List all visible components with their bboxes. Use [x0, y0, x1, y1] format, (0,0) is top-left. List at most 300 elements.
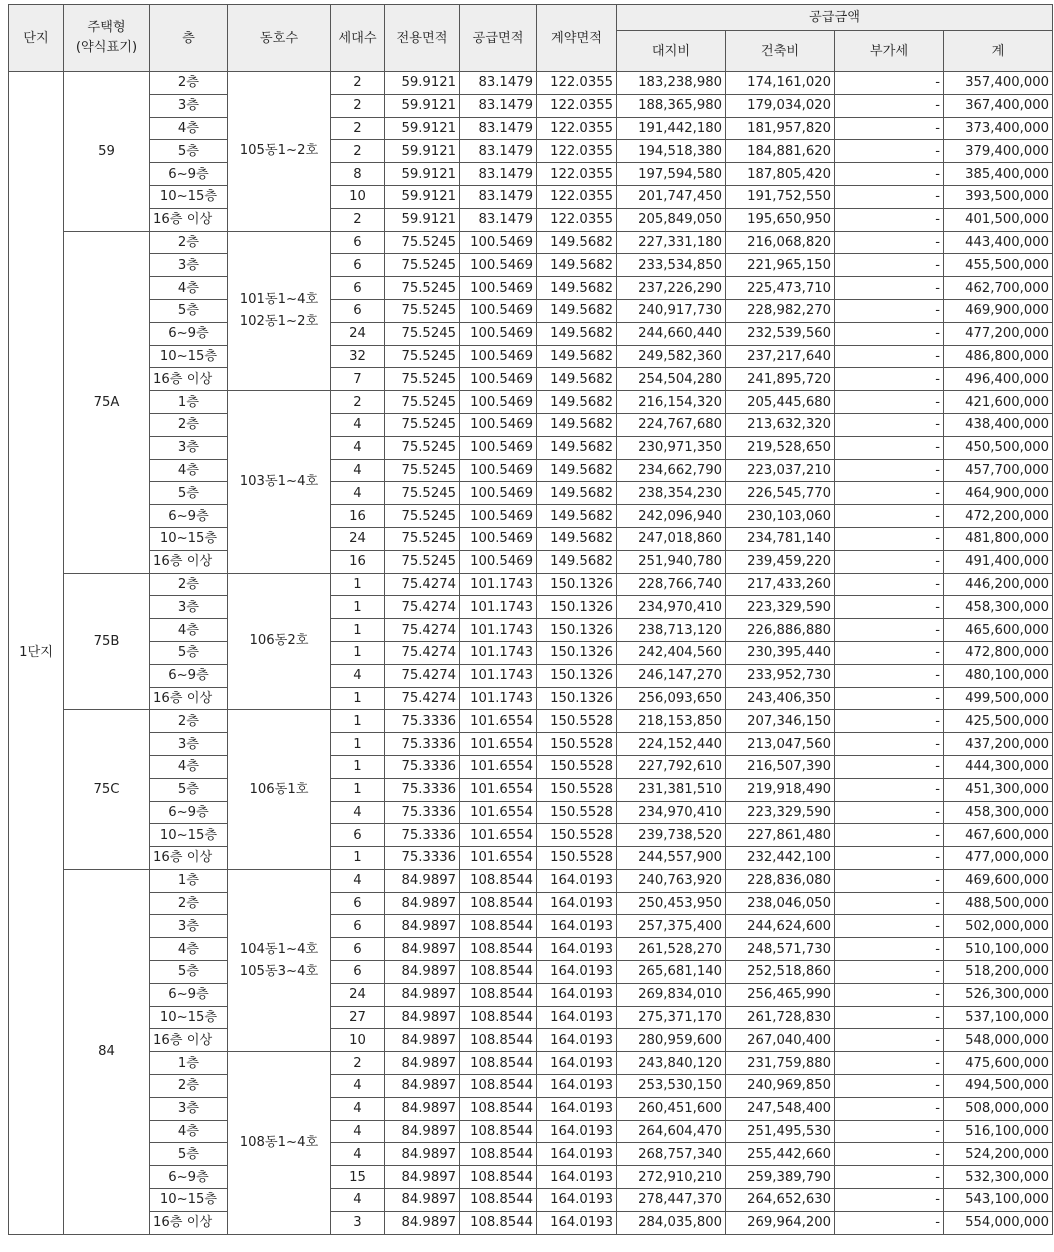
floor-cell: 5층 [150, 961, 228, 984]
total-cell: 510,100,000 [944, 938, 1053, 961]
table-row [9, 710, 1053, 733]
header-contract-area: 계약면적 [537, 5, 617, 72]
table-row [9, 869, 1053, 892]
land-cost-cell: 243,840,120 [617, 1052, 726, 1075]
households-cell: 4 [331, 869, 385, 892]
vat-cell: - [835, 72, 944, 95]
supply-area-cell: 108.8544 [460, 1006, 537, 1029]
supply-area-cell: 101.6554 [460, 847, 537, 870]
land-cost-cell: 240,917,730 [617, 299, 726, 322]
land-cost-cell: 275,371,170 [617, 1006, 726, 1029]
vat-cell: - [835, 185, 944, 208]
exclusive-area-cell: 59.9121 [385, 117, 460, 140]
households-cell: 1 [331, 619, 385, 642]
total-cell: 438,400,000 [944, 413, 1053, 436]
land-cost-cell: 188,365,980 [617, 94, 726, 117]
vat-cell: - [835, 413, 944, 436]
table-row [9, 459, 1053, 482]
floor-cell: 4층 [150, 277, 228, 300]
households-cell: 32 [331, 345, 385, 368]
contract-area-cell: 150.1326 [537, 596, 617, 619]
contract-area-cell: 150.5528 [537, 824, 617, 847]
households-cell: 4 [331, 436, 385, 459]
floor-cell: 2층 [150, 413, 228, 436]
households-cell: 8 [331, 163, 385, 186]
exclusive-area-cell: 75.5245 [385, 413, 460, 436]
contract-area-cell: 164.0193 [537, 869, 617, 892]
header-type-line2: (약식표기) [75, 40, 138, 55]
building-cost-cell: 232,539,560 [726, 322, 835, 345]
vat-cell: - [835, 869, 944, 892]
contract-area-cell: 164.0193 [537, 1189, 617, 1212]
exclusive-area-cell: 75.5245 [385, 505, 460, 528]
table-row [9, 778, 1053, 801]
vat-cell: - [835, 505, 944, 528]
price-table-container [8, 4, 1053, 1235]
supply-area-cell: 101.6554 [460, 710, 537, 733]
floor-cell: 4층 [150, 459, 228, 482]
land-cost-cell: 240,763,920 [617, 869, 726, 892]
households-cell: 1 [331, 733, 385, 756]
households-cell: 15 [331, 1166, 385, 1189]
contract-area-cell: 150.5528 [537, 755, 617, 778]
table-row [9, 322, 1053, 345]
vat-cell: - [835, 1189, 944, 1212]
exclusive-area-cell: 75.3336 [385, 801, 460, 824]
table-row [9, 391, 1053, 414]
land-cost-cell: 234,970,410 [617, 596, 726, 619]
building-cost-cell: 226,886,880 [726, 619, 835, 642]
land-cost-cell: 251,940,780 [617, 550, 726, 573]
vat-cell: - [835, 1166, 944, 1189]
land-cost-cell: 205,849,050 [617, 208, 726, 231]
floor-cell: 5층 [150, 140, 228, 163]
land-cost-cell: 234,662,790 [617, 459, 726, 482]
table-row [9, 277, 1053, 300]
building-cost-cell: 213,047,560 [726, 733, 835, 756]
contract-area-cell: 149.5682 [537, 231, 617, 254]
header-supply-price: 공급금액 [617, 5, 1053, 31]
building-cost-cell: 205,445,680 [726, 391, 835, 414]
header-dong-ho: 동호수 [228, 5, 331, 72]
floor-cell: 2층 [150, 72, 228, 95]
table-row [9, 892, 1053, 915]
exclusive-area-cell: 84.9897 [385, 1097, 460, 1120]
exclusive-area-cell: 75.5245 [385, 482, 460, 505]
exclusive-area-cell: 84.9897 [385, 1006, 460, 1029]
vat-cell: - [835, 1120, 944, 1143]
land-cost-cell: 239,738,520 [617, 824, 726, 847]
households-cell: 24 [331, 983, 385, 1006]
exclusive-area-cell: 84.9897 [385, 1075, 460, 1098]
header-vat: 부가세 [835, 31, 944, 72]
exclusive-area-cell: 75.5245 [385, 231, 460, 254]
type-cell: 75A [64, 231, 150, 573]
total-cell: 421,600,000 [944, 391, 1053, 414]
floor-cell: 16층 이상 [150, 1211, 228, 1234]
building-cost-cell: 269,964,200 [726, 1211, 835, 1234]
land-cost-cell: 242,096,940 [617, 505, 726, 528]
contract-area-cell: 122.0355 [537, 117, 617, 140]
households-cell: 16 [331, 550, 385, 573]
vat-cell: - [835, 208, 944, 231]
table-row [9, 733, 1053, 756]
households-cell: 4 [331, 1097, 385, 1120]
table-row [9, 847, 1053, 870]
vat-cell: - [835, 1075, 944, 1098]
households-cell: 1 [331, 641, 385, 664]
table-row [9, 254, 1053, 277]
exclusive-area-cell: 84.9897 [385, 938, 460, 961]
total-cell: 543,100,000 [944, 1189, 1053, 1212]
floor-cell: 6~9층 [150, 163, 228, 186]
supply-area-cell: 100.5469 [460, 413, 537, 436]
vat-cell: - [835, 915, 944, 938]
vat-cell: - [835, 1211, 944, 1234]
vat-cell: - [835, 938, 944, 961]
vat-cell: - [835, 345, 944, 368]
vat-cell: - [835, 231, 944, 254]
header-total: 계 [944, 31, 1053, 72]
table-row [9, 72, 1053, 95]
total-cell: 457,700,000 [944, 459, 1053, 482]
land-cost-cell: 191,442,180 [617, 117, 726, 140]
total-cell: 443,400,000 [944, 231, 1053, 254]
land-cost-cell: 201,747,450 [617, 185, 726, 208]
vat-cell: - [835, 1006, 944, 1029]
exclusive-area-cell: 75.3336 [385, 778, 460, 801]
total-cell: 491,400,000 [944, 550, 1053, 573]
vat-cell: - [835, 322, 944, 345]
supply-area-cell: 101.1743 [460, 596, 537, 619]
exclusive-area-cell: 84.9897 [385, 983, 460, 1006]
building-cost-cell: 234,781,140 [726, 527, 835, 550]
households-cell: 1 [331, 847, 385, 870]
vat-cell: - [835, 961, 944, 984]
households-cell: 6 [331, 961, 385, 984]
total-cell: 477,200,000 [944, 322, 1053, 345]
building-cost-cell: 247,548,400 [726, 1097, 835, 1120]
households-cell: 1 [331, 710, 385, 733]
table-row [9, 368, 1053, 391]
building-cost-cell: 240,969,850 [726, 1075, 835, 1098]
exclusive-area-cell: 84.9897 [385, 1052, 460, 1075]
contract-area-cell: 164.0193 [537, 1143, 617, 1166]
households-cell: 4 [331, 482, 385, 505]
supply-area-cell: 108.8544 [460, 1189, 537, 1212]
vat-cell: - [835, 573, 944, 596]
floor-cell: 16층 이상 [150, 208, 228, 231]
contract-area-cell: 164.0193 [537, 1075, 617, 1098]
exclusive-area-cell: 75.5245 [385, 254, 460, 277]
floor-cell: 16층 이상 [150, 687, 228, 710]
exclusive-area-cell: 75.5245 [385, 322, 460, 345]
floor-cell: 16층 이상 [150, 847, 228, 870]
households-cell: 4 [331, 801, 385, 824]
contract-area-cell: 164.0193 [537, 1120, 617, 1143]
header-complex: 단지 [9, 5, 64, 72]
total-cell: 496,400,000 [944, 368, 1053, 391]
table-row [9, 94, 1053, 117]
vat-cell: - [835, 140, 944, 163]
supply-area-cell: 101.6554 [460, 824, 537, 847]
exclusive-area-cell: 75.4274 [385, 687, 460, 710]
supply-area-cell: 100.5469 [460, 277, 537, 300]
exclusive-area-cell: 75.3336 [385, 755, 460, 778]
floor-cell: 16층 이상 [150, 550, 228, 573]
land-cost-cell: 249,582,360 [617, 345, 726, 368]
floor-cell: 1층 [150, 391, 228, 414]
table-row [9, 687, 1053, 710]
table-row [9, 185, 1053, 208]
floor-cell: 10~15층 [150, 824, 228, 847]
contract-area-cell: 149.5682 [537, 322, 617, 345]
households-cell: 1 [331, 573, 385, 596]
land-cost-cell: 244,660,440 [617, 322, 726, 345]
exclusive-area-cell: 75.5245 [385, 277, 460, 300]
table-row [9, 1143, 1053, 1166]
building-cost-cell: 230,103,060 [726, 505, 835, 528]
land-cost-cell: 230,971,350 [617, 436, 726, 459]
dong-ho-cell: 105동1~2호 [228, 72, 331, 232]
table-row [9, 163, 1053, 186]
total-cell: 486,800,000 [944, 345, 1053, 368]
land-cost-cell: 261,528,270 [617, 938, 726, 961]
supply-area-cell: 83.1479 [460, 208, 537, 231]
contract-area-cell: 150.5528 [537, 847, 617, 870]
building-cost-cell: 237,217,640 [726, 345, 835, 368]
exclusive-area-cell: 75.5245 [385, 436, 460, 459]
building-cost-cell: 184,881,620 [726, 140, 835, 163]
total-cell: 472,800,000 [944, 641, 1053, 664]
households-cell: 6 [331, 892, 385, 915]
table-header [9, 5, 1053, 72]
floor-cell: 5층 [150, 299, 228, 322]
vat-cell: - [835, 1097, 944, 1120]
contract-area-cell: 150.1326 [537, 573, 617, 596]
households-cell: 4 [331, 413, 385, 436]
households-cell: 2 [331, 391, 385, 414]
total-cell: 488,500,000 [944, 892, 1053, 915]
supply-area-cell: 101.6554 [460, 733, 537, 756]
total-cell: 437,200,000 [944, 733, 1053, 756]
contract-area-cell: 122.0355 [537, 140, 617, 163]
exclusive-area-cell: 75.3336 [385, 824, 460, 847]
floor-cell: 6~9층 [150, 664, 228, 687]
building-cost-cell: 261,728,830 [726, 1006, 835, 1029]
households-cell: 2 [331, 72, 385, 95]
land-cost-cell: 197,594,580 [617, 163, 726, 186]
floor-cell: 2층 [150, 710, 228, 733]
contract-area-cell: 122.0355 [537, 94, 617, 117]
total-cell: 446,200,000 [944, 573, 1053, 596]
land-cost-cell: 260,451,600 [617, 1097, 726, 1120]
supply-area-cell: 100.5469 [460, 299, 537, 322]
supply-area-cell: 108.8544 [460, 1143, 537, 1166]
households-cell: 4 [331, 1143, 385, 1166]
households-cell: 4 [331, 1189, 385, 1212]
contract-area-cell: 150.1326 [537, 687, 617, 710]
vat-cell: - [835, 755, 944, 778]
floor-cell: 3층 [150, 436, 228, 459]
households-cell: 6 [331, 915, 385, 938]
total-cell: 444,300,000 [944, 755, 1053, 778]
supply-area-cell: 108.8544 [460, 938, 537, 961]
supply-area-cell: 101.1743 [460, 687, 537, 710]
building-cost-cell: 255,442,660 [726, 1143, 835, 1166]
floor-cell: 3층 [150, 733, 228, 756]
households-cell: 2 [331, 1052, 385, 1075]
contract-area-cell: 122.0355 [537, 185, 617, 208]
building-cost-cell: 223,329,590 [726, 801, 835, 824]
land-cost-cell: 194,518,380 [617, 140, 726, 163]
total-cell: 373,400,000 [944, 117, 1053, 140]
total-cell: 467,600,000 [944, 824, 1053, 847]
floor-cell: 1층 [150, 869, 228, 892]
land-cost-cell: 254,504,280 [617, 368, 726, 391]
contract-area-cell: 164.0193 [537, 961, 617, 984]
households-cell: 6 [331, 231, 385, 254]
type-cell: 59 [64, 72, 150, 232]
land-cost-cell: 238,713,120 [617, 619, 726, 642]
table-row [9, 1029, 1053, 1052]
total-cell: 537,100,000 [944, 1006, 1053, 1029]
contract-area-cell: 149.5682 [537, 254, 617, 277]
contract-area-cell: 122.0355 [537, 208, 617, 231]
land-cost-cell: 234,970,410 [617, 801, 726, 824]
exclusive-area-cell: 84.9897 [385, 1189, 460, 1212]
households-cell: 6 [331, 277, 385, 300]
table-row [9, 664, 1053, 687]
vat-cell: - [835, 527, 944, 550]
total-cell: 518,200,000 [944, 961, 1053, 984]
dong-ho-cell: 101동1~4호 102동1~2호 [228, 231, 331, 391]
table-row [9, 436, 1053, 459]
vat-cell: - [835, 482, 944, 505]
table-row [9, 1189, 1053, 1212]
contract-area-cell: 149.5682 [537, 550, 617, 573]
dong-ho-cell: 104동1~4호 105동3~4호 [228, 869, 331, 1051]
table-row [9, 619, 1053, 642]
supply-area-cell: 100.5469 [460, 550, 537, 573]
building-cost-cell: 225,473,710 [726, 277, 835, 300]
building-cost-cell: 233,952,730 [726, 664, 835, 687]
floor-cell: 6~9층 [150, 801, 228, 824]
total-cell: 464,900,000 [944, 482, 1053, 505]
contract-area-cell: 149.5682 [537, 527, 617, 550]
supply-area-cell: 100.5469 [460, 391, 537, 414]
supply-area-cell: 108.8544 [460, 1052, 537, 1075]
building-cost-cell: 219,528,650 [726, 436, 835, 459]
contract-area-cell: 149.5682 [537, 505, 617, 528]
land-cost-cell: 257,375,400 [617, 915, 726, 938]
households-cell: 7 [331, 368, 385, 391]
contract-area-cell: 149.5682 [537, 413, 617, 436]
header-households: 세대수 [331, 5, 385, 72]
building-cost-cell: 181,957,820 [726, 117, 835, 140]
total-cell: 469,600,000 [944, 869, 1053, 892]
table-row [9, 938, 1053, 961]
vat-cell: - [835, 94, 944, 117]
households-cell: 6 [331, 299, 385, 322]
total-cell: 379,400,000 [944, 140, 1053, 163]
building-cost-cell: 174,161,020 [726, 72, 835, 95]
vat-cell: - [835, 391, 944, 414]
total-cell: 458,300,000 [944, 596, 1053, 619]
supply-area-cell: 100.5469 [460, 254, 537, 277]
contract-area-cell: 150.1326 [537, 641, 617, 664]
land-cost-cell: 233,534,850 [617, 254, 726, 277]
total-cell: 526,300,000 [944, 983, 1053, 1006]
vat-cell: - [835, 847, 944, 870]
exclusive-area-cell: 75.5245 [385, 459, 460, 482]
header-type-line1: 주택형 [87, 20, 126, 35]
land-cost-cell: 265,681,140 [617, 961, 726, 984]
exclusive-area-cell: 59.9121 [385, 140, 460, 163]
exclusive-area-cell: 75.5245 [385, 391, 460, 414]
exclusive-area-cell: 75.5245 [385, 368, 460, 391]
contract-area-cell: 164.0193 [537, 915, 617, 938]
building-cost-cell: 216,068,820 [726, 231, 835, 254]
dong-ho-cell: 103동1~4호 [228, 391, 331, 573]
supply-area-cell: 100.5469 [460, 368, 537, 391]
total-cell: 401,500,000 [944, 208, 1053, 231]
households-cell: 4 [331, 459, 385, 482]
contract-area-cell: 164.0193 [537, 1029, 617, 1052]
land-cost-cell: 256,093,650 [617, 687, 726, 710]
households-cell: 1 [331, 778, 385, 801]
building-cost-cell: 239,459,220 [726, 550, 835, 573]
households-cell: 16 [331, 505, 385, 528]
households-cell: 2 [331, 140, 385, 163]
exclusive-area-cell: 75.5245 [385, 550, 460, 573]
contract-area-cell: 164.0193 [537, 1006, 617, 1029]
dong-ho-cell: 106동2호 [228, 573, 331, 710]
vat-cell: - [835, 641, 944, 664]
table-row [9, 1097, 1053, 1120]
land-cost-cell: 224,767,680 [617, 413, 726, 436]
vat-cell: - [835, 254, 944, 277]
building-cost-cell: 187,805,420 [726, 163, 835, 186]
land-cost-cell: 272,910,210 [617, 1166, 726, 1189]
contract-area-cell: 150.5528 [537, 733, 617, 756]
exclusive-area-cell: 84.9897 [385, 961, 460, 984]
building-cost-cell: 216,507,390 [726, 755, 835, 778]
floor-cell: 1층 [150, 1052, 228, 1075]
building-cost-cell: 238,046,050 [726, 892, 835, 915]
building-cost-cell: 264,652,630 [726, 1189, 835, 1212]
building-cost-cell: 221,965,150 [726, 254, 835, 277]
vat-cell: - [835, 824, 944, 847]
land-cost-cell: 250,453,950 [617, 892, 726, 915]
supply-area-cell: 101.6554 [460, 778, 537, 801]
total-cell: 357,400,000 [944, 72, 1053, 95]
land-cost-cell: 228,766,740 [617, 573, 726, 596]
exclusive-area-cell: 75.4274 [385, 619, 460, 642]
contract-area-cell: 149.5682 [537, 368, 617, 391]
building-cost-cell: 244,624,600 [726, 915, 835, 938]
floor-cell: 16층 이상 [150, 368, 228, 391]
table-row [9, 117, 1053, 140]
table-row [9, 1006, 1053, 1029]
supply-area-cell: 83.1479 [460, 140, 537, 163]
vat-cell: - [835, 733, 944, 756]
floor-cell: 3층 [150, 596, 228, 619]
building-cost-cell: 228,982,270 [726, 299, 835, 322]
table-row [9, 1075, 1053, 1098]
total-cell: 455,500,000 [944, 254, 1053, 277]
contract-area-cell: 164.0193 [537, 983, 617, 1006]
